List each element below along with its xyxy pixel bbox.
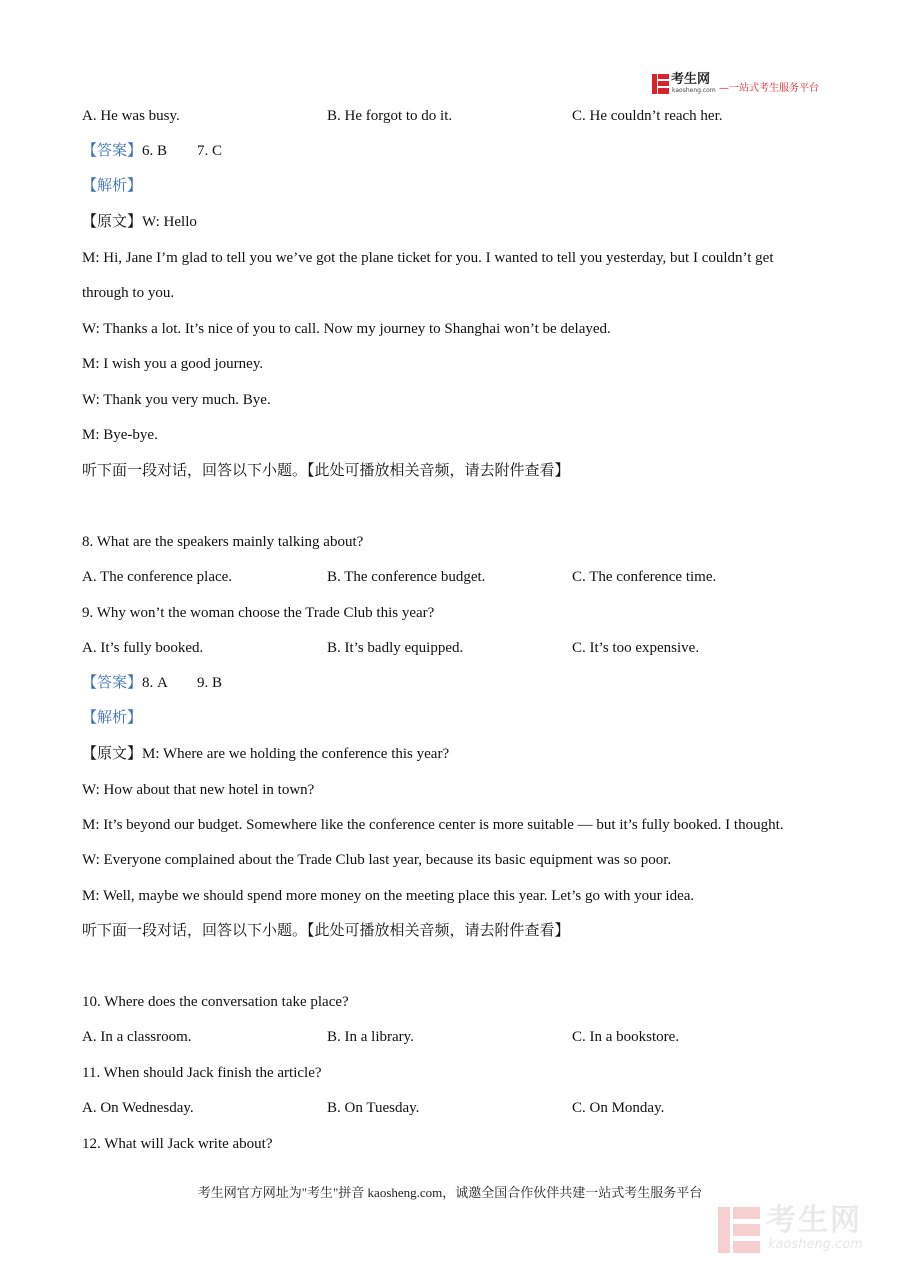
analysis-tag: 【解析】 — [82, 710, 143, 726]
text-line: W: Thanks a lot. It’s nice of you to call. Now my journey to Shanghai won’t be delayed. — [82, 321, 611, 337]
text-line: M: Well, maybe we should spend more money on the meeting place this year. Let’s go with your idea. — [82, 888, 695, 904]
option-b: B. In a library. — [327, 1029, 414, 1045]
answer-text: 6. B 7. C — [142, 143, 223, 159]
orig-tag: 【原文】 — [82, 746, 143, 762]
answer-line — [82, 672, 222, 694]
text-line: M: I wish you a good journey. — [82, 356, 264, 372]
logo-cn-text: 考生网 — [671, 72, 711, 87]
watermark-cn: 考生网 — [766, 1203, 862, 1238]
option-b: B. The conference budget. — [327, 569, 486, 585]
text-line: W: Thank you very much. Bye. — [82, 392, 271, 408]
option-b: B. On Tuesday. — [327, 1100, 420, 1116]
orig-text: M: Where are we holding the conference this year? — [142, 746, 450, 762]
option-a: A. The conference place. — [82, 569, 233, 585]
option-a: A. On Wednesday. — [82, 1100, 194, 1116]
option-b: B. He forgot to do it. — [327, 108, 453, 124]
option-b: B. It’s badly equipped. — [327, 640, 464, 656]
orig-tag: 【原文】 — [82, 214, 143, 230]
answer-tag: 【答案】 — [82, 143, 143, 159]
transcript-start — [82, 211, 197, 233]
transcript-start — [82, 743, 449, 765]
watermark — [718, 1205, 878, 1255]
text-line: 9. Why won’t the woman choose the Trade Club this year? — [82, 605, 435, 621]
text-line: 12. What will Jack write about? — [82, 1136, 273, 1152]
option-a: A. He was busy. — [82, 108, 180, 124]
header-logo — [652, 73, 822, 97]
option-c: C. On Monday. — [572, 1100, 665, 1116]
text-line: M: It’s beyond our budget. Somewhere like the conference center is more suitable — but it’s fully booked. I thought. — [82, 817, 784, 833]
text-line: through to you. — [82, 285, 175, 301]
analysis-line — [82, 707, 142, 729]
answer-tag: 【答案】 — [82, 675, 143, 691]
answer-line — [82, 140, 222, 162]
option-a: A. In a classroom. — [82, 1029, 192, 1045]
answer-text: 8. A 9. B — [142, 675, 223, 691]
option-c: C. It’s too expensive. — [572, 640, 700, 656]
logo-slogan: —一站式考生服务平台 — [719, 83, 819, 94]
text-line: M: Hi, Jane I’m glad to tell you we’ve got the plane ticket for you. I wanted to tell you yesterday, but I couldn’t get — [82, 250, 774, 266]
analysis-tag: 【解析】 — [82, 178, 143, 194]
text-line: 8. What are the speakers mainly talking about? — [82, 534, 364, 550]
orig-text: W: Hello — [142, 214, 197, 230]
watermark-en: kaosheng.com — [768, 1237, 863, 1252]
text-line: 听下面一段对话，回答以下小题。【此处可播放相关音频，请去附件查看】 — [82, 463, 570, 479]
text-line: 听下面一段对话，回答以下小题。【此处可播放相关音频，请去附件查看】 — [82, 923, 570, 939]
option-c: C. He couldn’t reach her. — [572, 108, 723, 124]
text-line: 11. When should Jack finish the article? — [82, 1065, 322, 1081]
option-c: C. In a bookstore. — [572, 1029, 680, 1045]
option-c: C. The conference time. — [572, 569, 717, 585]
text-line: W: Everyone complained about the Trade Club last year, because its basic equipment was so poor. — [82, 852, 672, 868]
kaosheng-logo-icon — [652, 74, 669, 94]
text-line: M: Bye-bye. — [82, 427, 158, 443]
option-a: A. It’s fully booked. — [82, 640, 204, 656]
watermark-logo-icon — [718, 1207, 760, 1253]
text-line: W: How about that new hotel in town? — [82, 782, 315, 798]
footer-text: 考生网官方网址为"考生"拼音 kaosheng.com，诚邀全国合作伙伴共建一站式考生服务平台 — [197, 1185, 703, 1200]
analysis-line — [82, 175, 142, 197]
logo-en-text: kaosheng.com — [672, 87, 716, 94]
text-line: 10. Where does the conversation take place? — [82, 994, 349, 1010]
